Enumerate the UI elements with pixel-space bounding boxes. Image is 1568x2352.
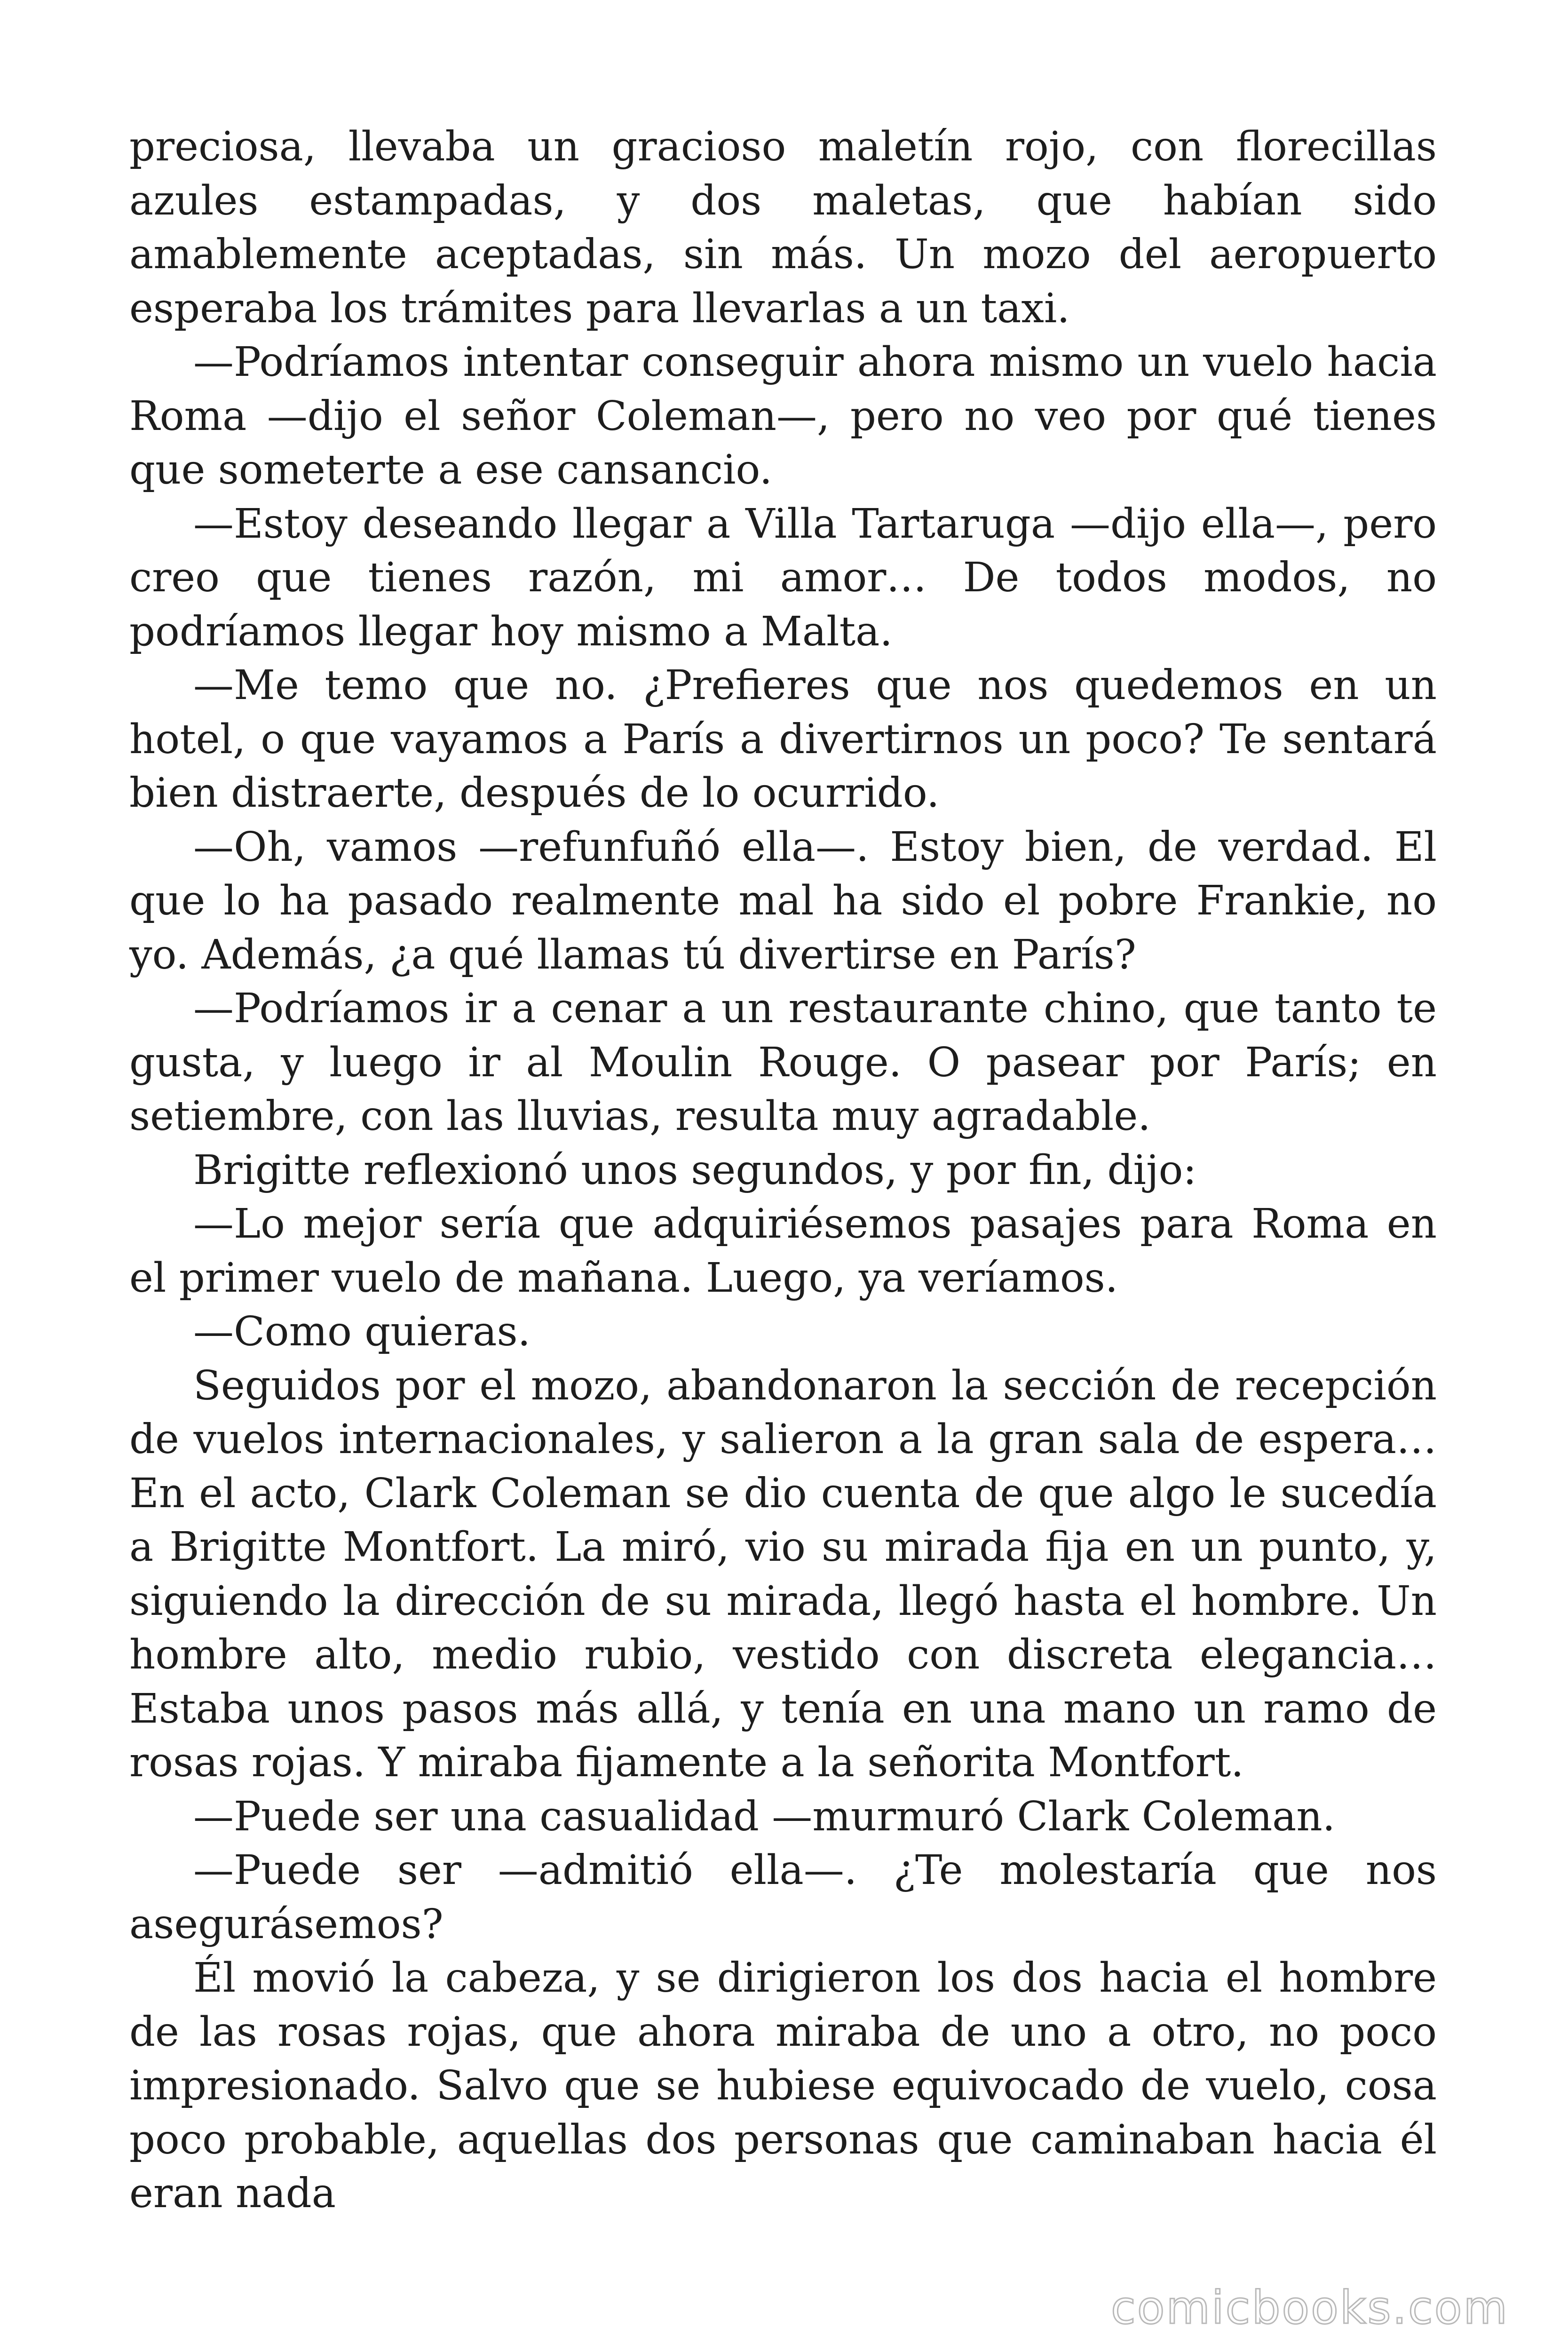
paragraph-6: —Podríamos ir a cenar a un restaurante chino, que tanto te gusta, y luego ir al Moulin Rouge. O pasear por París; en setiembre, con las lluvias, resulta muy agradable. <box>129 985 1437 1140</box>
paragraph-4: —Me temo que no. ¿Prefieres que nos quedemos en un hotel, o que vayamos a París a divertirnos un poco? Te sentará bien distraerte, después de lo ocurrido. <box>129 662 1437 817</box>
paragraph-10: Seguidos por el mozo, abandonaron la sección de recepción de vuelos internacionales, y salieron a la gran sala de espera… En el acto, Clark Coleman se dio cuenta de que algo le sucedía a Brigitte Montfort. La miró, vio su mirada fija en un punto, y, siguiendo la dirección de su mirada, llegó hasta el hombre. Un hombre alto, medio rubio, vestido con discreta elegancia… Estaba unos pasos más allá, y tenía en una mano un ramo de rosas rojas. Y miraba fijamente a la señorita Montfort. <box>129 1362 1437 1786</box>
paragraph-1: preciosa, llevaba un gracioso maletín rojo, con florecillas azules estampadas, y dos maletas, que habían sido amablemente aceptadas, sin más. Un mozo del aeropuerto esperaba los trámites para llevarlas a un taxi. <box>129 123 1437 332</box>
paragraph-2: —Podríamos intentar conseguir ahora mismo un vuelo hacia Roma —dijo el señor Coleman—, pero no veo por qué tienes que someterte a ese cansancio. <box>129 339 1437 493</box>
paragraph-3: —Estoy deseando llegar a Villa Tartaruga —dijo ella—, pero creo que tienes razón, mi amor… De todos modos, no podríamos llegar hoy mismo a Malta. <box>129 500 1437 655</box>
paragraph-5: —Oh, vamos —refunfuñó ella—. Estoy bien, de verdad. El que lo ha pasado realmente mal ha sido el pobre Frankie, no yo. Además, ¿a qué llamas tú divertirse en París? <box>129 823 1437 978</box>
paragraph-9: —Como quieras. <box>193 1308 531 1355</box>
paragraph-13: Él movió la cabeza, y se dirigieron los dos hacia el hombre de las rosas rojas, que ahora miraba de uno a otro, no poco impresionado. Salvo que se hubiese equivocado de vuelo, cosa poco probable, aquellas dos personas que caminaban hacia él eran nada <box>129 1955 1437 2217</box>
paragraph-7: Brigitte reflexionó unos segundos, y por fin, dijo: <box>193 1146 1197 1194</box>
paragraph-12: —Puede ser —admitió ella—. ¿Te molestaría que nos asegurásemos? <box>129 1847 1437 1948</box>
paragraph-8: —Lo mejor sería que adquiriésemos pasajes para Roma en el primer vuelo de mañana. Luego, ya veríamos. <box>129 1200 1437 1302</box>
paragraph-11: —Puede ser una casualidad —murmuró Clark Coleman. <box>193 1793 1336 1840</box>
watermark: comicbooks.com <box>1110 2281 1509 2334</box>
body-text <box>129 120 1437 2221</box>
